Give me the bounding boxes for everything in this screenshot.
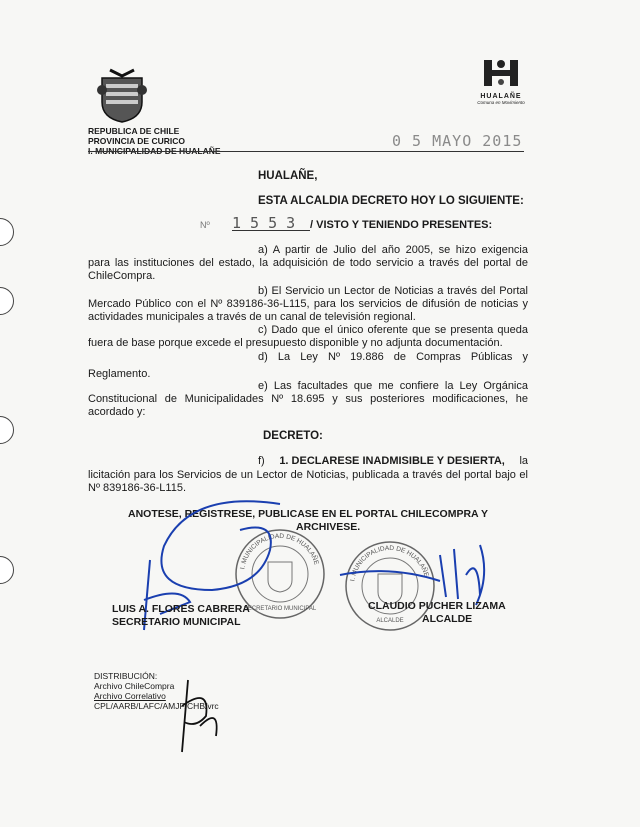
distribution-item: Archivo Correlativo xyxy=(94,691,166,701)
decreto-f-rest: Nº 839186-36-L115. xyxy=(88,482,186,494)
clause-a-first: a) A partir de Julio del año 2005, se hizo exigencia xyxy=(258,244,528,256)
distribution-item: CPL/AARB/LAFC/AMJF/CHB/vrc xyxy=(94,701,219,711)
hole-punch xyxy=(0,287,14,315)
clause-c-rest: fuera de base porque excede el presupuesto disponible y no adjunta documentación. xyxy=(88,337,503,349)
clause-e-rest: acordado y: xyxy=(88,406,146,418)
signature-block-mayor xyxy=(368,600,506,626)
mayor-name: CLAUDIO PUCHER LIZAMA xyxy=(368,600,506,612)
hualane-logo xyxy=(476,58,526,105)
clause-b-first: b) El Servicio un Lector de Noticias a través del Portal xyxy=(258,285,528,297)
clause-b-rest: actividades municipales a través de un canal de televisión regional. xyxy=(88,311,416,323)
clause-a-rest: ChileCompra. xyxy=(88,270,156,282)
seal-secretary-text: I. MUNICIPALIDAD DE HUALAÑE xyxy=(239,532,320,570)
clause-d-first: d) La Ley Nº 19.886 de Compras Públicas y xyxy=(258,351,528,363)
coat-of-arms-logo xyxy=(96,68,148,124)
decreto-f-tail: la xyxy=(519,455,528,467)
decreto-clause-f xyxy=(258,455,528,468)
clause-e-first: e) Las facultades que me confiere la Ley Orgánica xyxy=(258,380,528,392)
clause-c-first: c) Dado que el único oferente que se presenta queda xyxy=(258,324,528,336)
hole-punch xyxy=(0,556,14,584)
logo-tagline: Comuna en Movimiento xyxy=(477,100,525,105)
visto-heading: / VISTO Y TENIENDO PRESENTES: xyxy=(310,219,493,231)
hole-punch xyxy=(0,218,14,246)
logo-name: HUALAÑE xyxy=(480,93,522,100)
seal-mayor-sub: ALCALDE xyxy=(376,618,404,624)
signature-block-secretary xyxy=(112,603,250,629)
initials-scribble xyxy=(160,676,230,756)
decreto-f-label: f) xyxy=(258,455,265,467)
decree-number-underline xyxy=(232,230,310,231)
decreto-heading: DECRETO: xyxy=(263,430,323,442)
clause-e-rest: Constitucional de Municipalidades Nº 18.695 y sus posteriores modificaciones, he xyxy=(88,393,528,405)
decree-heading: ESTA ALCALDIA DECRETO HOY LO SIGUIENTE: xyxy=(258,195,524,207)
secretary-name: LUIS A. FLORES CABRERA xyxy=(112,603,250,615)
distribution-item: Archivo ChileCompra xyxy=(94,681,175,691)
seal-secretary-sub: SECRETARIO MUNICIPAL xyxy=(243,606,317,612)
header-country: REPUBLICA DE CHILE xyxy=(88,126,180,136)
place-title: HUALAÑE, xyxy=(258,170,318,182)
distribution-heading: DISTRIBUCIÓN: xyxy=(94,671,158,681)
header-province: PROVINCIA DE CURICO xyxy=(88,136,185,146)
decreto-f-bold: 1. DECLARESE INADMISIBLE Y DESIERTA, xyxy=(279,455,505,467)
seal-mayor-text: I. MUNICIPALIDAD DE HUALAÑE xyxy=(349,544,430,582)
closing-line: ANOTESE, REGISTRESE, PUBLICASE EN EL PORTAL CHILECOMPRA Y xyxy=(128,508,488,520)
closing-line: ARCHIVESE. xyxy=(296,521,361,533)
secretary-title: SECRETARIO MUNICIPAL xyxy=(112,616,241,628)
clause-d-rest: Reglamento. xyxy=(88,368,151,380)
decree-number-prefix: Nº xyxy=(200,220,210,230)
header-municipality: I. MUNICIPALIDAD DE HUALAÑE xyxy=(88,146,221,156)
hole-punch xyxy=(0,416,14,444)
header-divider xyxy=(88,151,524,152)
hualane-logo-mark xyxy=(480,58,522,88)
mayor-title: ALCALDE xyxy=(422,613,473,625)
date-stamp: 0 5 MAYO 2015 xyxy=(392,132,523,150)
decreto-f-rest: licitación para los Servicios de un Lector de Noticias, publicada a través del portal bajo el xyxy=(88,469,528,481)
clause-b-rest: Mercado Público con el Nº 839186-36-L115, para los servicios de difusión de noticias y xyxy=(88,298,528,310)
clause-a-rest: para las instituciones del estado, la adquisición de todo servicio a través del portal de xyxy=(88,257,528,269)
decree-number: 1 5 5 3 xyxy=(232,214,296,232)
